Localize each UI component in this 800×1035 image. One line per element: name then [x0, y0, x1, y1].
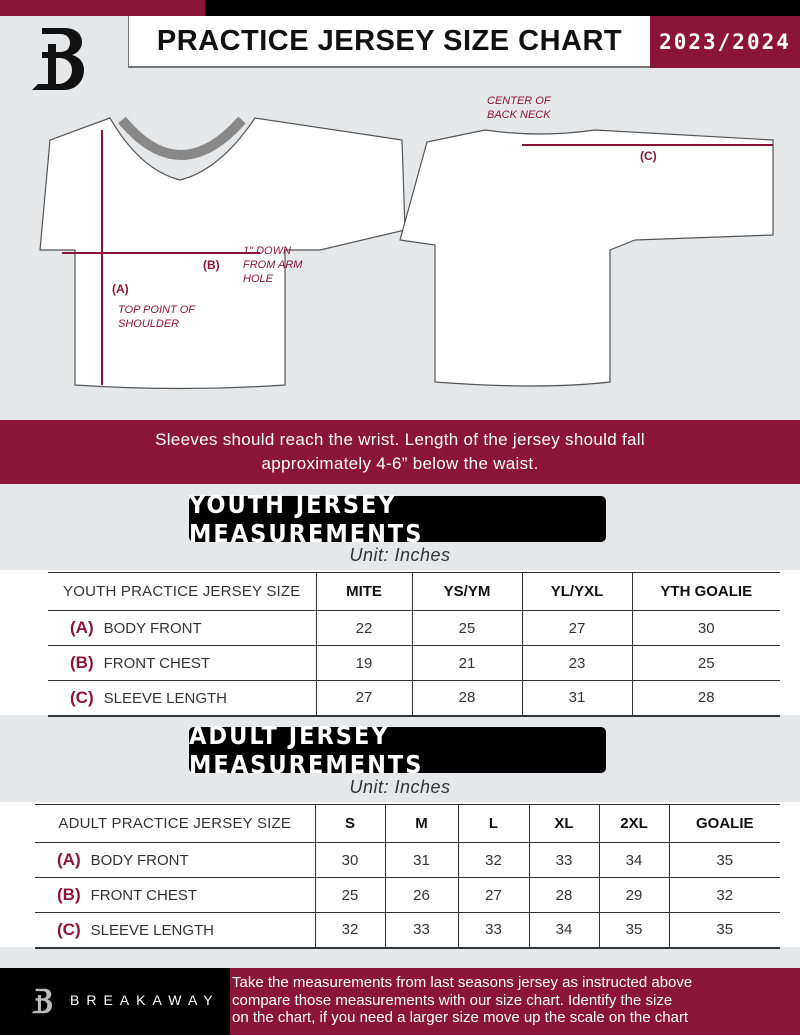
cell: 32	[315, 913, 385, 948]
table-row	[48, 646, 780, 681]
cell: 35	[669, 843, 780, 878]
note-c: CENTER OF BACK NECK	[487, 95, 551, 121]
table-row	[35, 878, 780, 913]
cell: 31	[385, 843, 458, 878]
cell: 34	[529, 913, 599, 948]
header-cell: MITE	[316, 573, 412, 611]
row-label: SLEEVE LENGTH	[90, 921, 214, 939]
cell: 34	[599, 843, 669, 878]
adult-size-table	[35, 804, 780, 949]
cell: 31	[522, 681, 632, 716]
adult-section-title: ADULT JERSEY MEASUREMENTS	[189, 727, 606, 773]
table-header-row	[35, 805, 780, 843]
row-letter: (A)	[57, 850, 81, 869]
cell: 28	[529, 878, 599, 913]
header-cell: XL	[529, 805, 599, 843]
cell: 32	[669, 878, 780, 913]
footer-line: on the chart, if you need a larger size move up the scale on the chart	[232, 1009, 689, 1026]
footer-logo-icon	[30, 985, 56, 1017]
youth-size-table	[48, 572, 780, 717]
cell: 26	[385, 878, 458, 913]
table-row	[48, 611, 780, 646]
cell: 25	[632, 646, 780, 681]
header-cell: YL/YXL	[522, 573, 632, 611]
cell: 29	[599, 878, 669, 913]
footer-line: compare those measurements with our size chart. Identify the size	[232, 991, 673, 1009]
row-letter: (B)	[70, 653, 94, 672]
cell: 33	[458, 913, 529, 948]
cell: 33	[385, 913, 458, 948]
brand-logo-icon	[28, 24, 94, 94]
header-cell: YOUTH PRACTICE JERSEY SIZE	[48, 573, 316, 611]
fit-instructions-banner	[0, 420, 800, 484]
cell: 28	[632, 681, 780, 716]
cell: 27	[522, 611, 632, 646]
note-b: 1" DOWN FROM ARM HOLE	[243, 245, 303, 285]
header-cell: 2XL	[599, 805, 669, 843]
cell: 27	[316, 681, 412, 716]
header-cell: ADULT PRACTICE JERSEY SIZE	[35, 805, 315, 843]
table-row	[48, 681, 780, 716]
row-label: BODY FRONT	[103, 620, 202, 637]
cell: 28	[412, 681, 522, 716]
youth-section-title: YOUTH JERSEY MEASUREMENTS	[189, 496, 606, 542]
cell: 35	[669, 913, 780, 948]
header-cell: YS/YM	[412, 573, 522, 611]
cell: 33	[529, 843, 599, 878]
footer-instructions	[230, 968, 800, 1035]
banner-line-1: Sleeves should reach the wrist. Length of the jersey should fall	[155, 430, 645, 449]
cell: 23	[522, 646, 632, 681]
cell: 25	[315, 878, 385, 913]
header-cell: YTH GOALIE	[632, 573, 780, 611]
back-jersey-diagram	[395, 120, 785, 395]
label-c: (C)	[640, 149, 657, 163]
row-label: SLEEVE LENGTH	[103, 689, 227, 707]
row-label: BODY FRONT	[90, 852, 189, 869]
top-black-bar	[205, 0, 800, 16]
cell: 27	[458, 878, 529, 913]
table-row	[35, 913, 780, 948]
cell: 32	[458, 843, 529, 878]
page-title: PRACTICE JERSEY SIZE CHART	[128, 16, 650, 68]
row-label: FRONT CHEST	[90, 887, 198, 904]
table-row	[35, 843, 780, 878]
row-letter: (A)	[70, 618, 94, 637]
cell: 25	[412, 611, 522, 646]
row-letter: (C)	[70, 687, 94, 707]
header-cell: M	[385, 805, 458, 843]
cell: 21	[412, 646, 522, 681]
adult-unit: Unit: Inches	[349, 777, 451, 797]
note-a: TOP POINT OF SHOULDER	[118, 304, 195, 330]
header-cell: S	[315, 805, 385, 843]
cell: 35	[599, 913, 669, 948]
cell: 30	[632, 611, 780, 646]
top-accent-bar	[0, 0, 205, 16]
footer-line: Take the measurements from last seasons jersey as instructed above	[232, 974, 693, 991]
cell: 30	[315, 843, 385, 878]
cell: 19	[316, 646, 412, 681]
banner-line-2: approximately 4-6” below the waist.	[261, 454, 539, 473]
footer-brand-name: BREAKAWAY	[70, 992, 220, 1008]
youth-unit: Unit: Inches	[349, 545, 451, 565]
label-b: (B)	[203, 258, 220, 272]
row-letter: (B)	[57, 885, 81, 904]
header-cell: L	[458, 805, 529, 843]
cell: 22	[316, 611, 412, 646]
table-header-row	[48, 573, 780, 611]
row-label: FRONT CHEST	[103, 655, 211, 672]
label-a: (A)	[112, 282, 129, 296]
header-cell: GOALIE	[669, 805, 780, 843]
row-letter: (C)	[57, 919, 81, 939]
front-jersey-diagram	[30, 110, 420, 400]
season-label: 2023/2024	[650, 16, 800, 68]
